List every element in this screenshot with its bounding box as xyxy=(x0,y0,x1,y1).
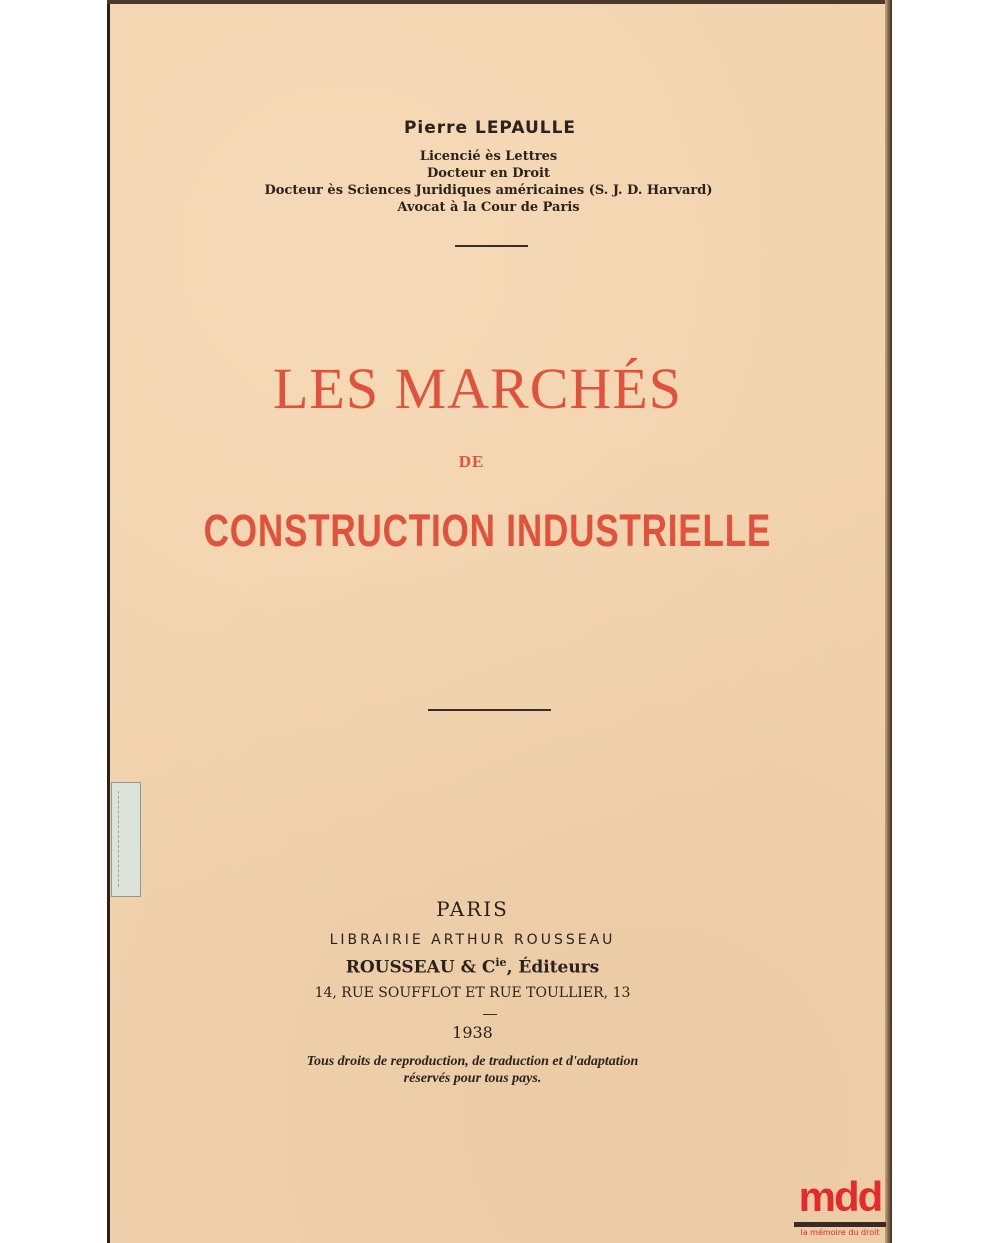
cover-top-edge xyxy=(107,0,892,4)
credential-line: Licencié ès Lettres xyxy=(419,149,558,164)
divider-middle xyxy=(428,709,551,711)
logo-mark: mdd xyxy=(798,1173,882,1220)
rights-line-1: Tous droits de reproduction, de traduction et d'adaptation xyxy=(306,1054,639,1069)
rights-line-2: réservés pour tous pays. xyxy=(403,1071,542,1086)
divider-top xyxy=(455,245,528,247)
credential-line: Docteur en Droit xyxy=(427,166,550,181)
publisher-main: ROUSSEAU & C xyxy=(345,957,496,978)
library-label xyxy=(111,782,141,897)
title-line-1: LES MARCHÉS xyxy=(272,356,682,421)
logo-subtitle: la mémoire du droit xyxy=(800,1228,880,1237)
logo-bar xyxy=(794,1222,886,1227)
credential-line: Docteur ès Sciences Juridiques américaines (S. J. D. Harvard) xyxy=(264,183,713,198)
cover-right-edge xyxy=(885,0,892,1243)
library-name: LIBRAIRIE ARTHUR ROUSSEAU xyxy=(329,932,616,948)
title-line-2: DE xyxy=(458,452,485,471)
divider-small xyxy=(483,1014,497,1015)
title-line-3: CONSTRUCTION INDUSTRIELLE xyxy=(203,505,772,556)
publisher-tail: , Éditeurs xyxy=(506,957,600,978)
mdd-logo xyxy=(792,1175,892,1243)
author-name: Pierre LEPAULLE xyxy=(403,118,577,138)
publisher-name xyxy=(80,956,865,978)
publisher-superscript: ie xyxy=(495,956,507,969)
credential-line: Avocat à la Cour de Paris xyxy=(397,200,580,215)
publication-year: 1938 xyxy=(452,1023,493,1042)
publisher-address: 14, RUE SOUFFLOT ET RUE TOULLIER, 13 xyxy=(314,985,631,1001)
publication-city: PARIS xyxy=(436,897,509,921)
